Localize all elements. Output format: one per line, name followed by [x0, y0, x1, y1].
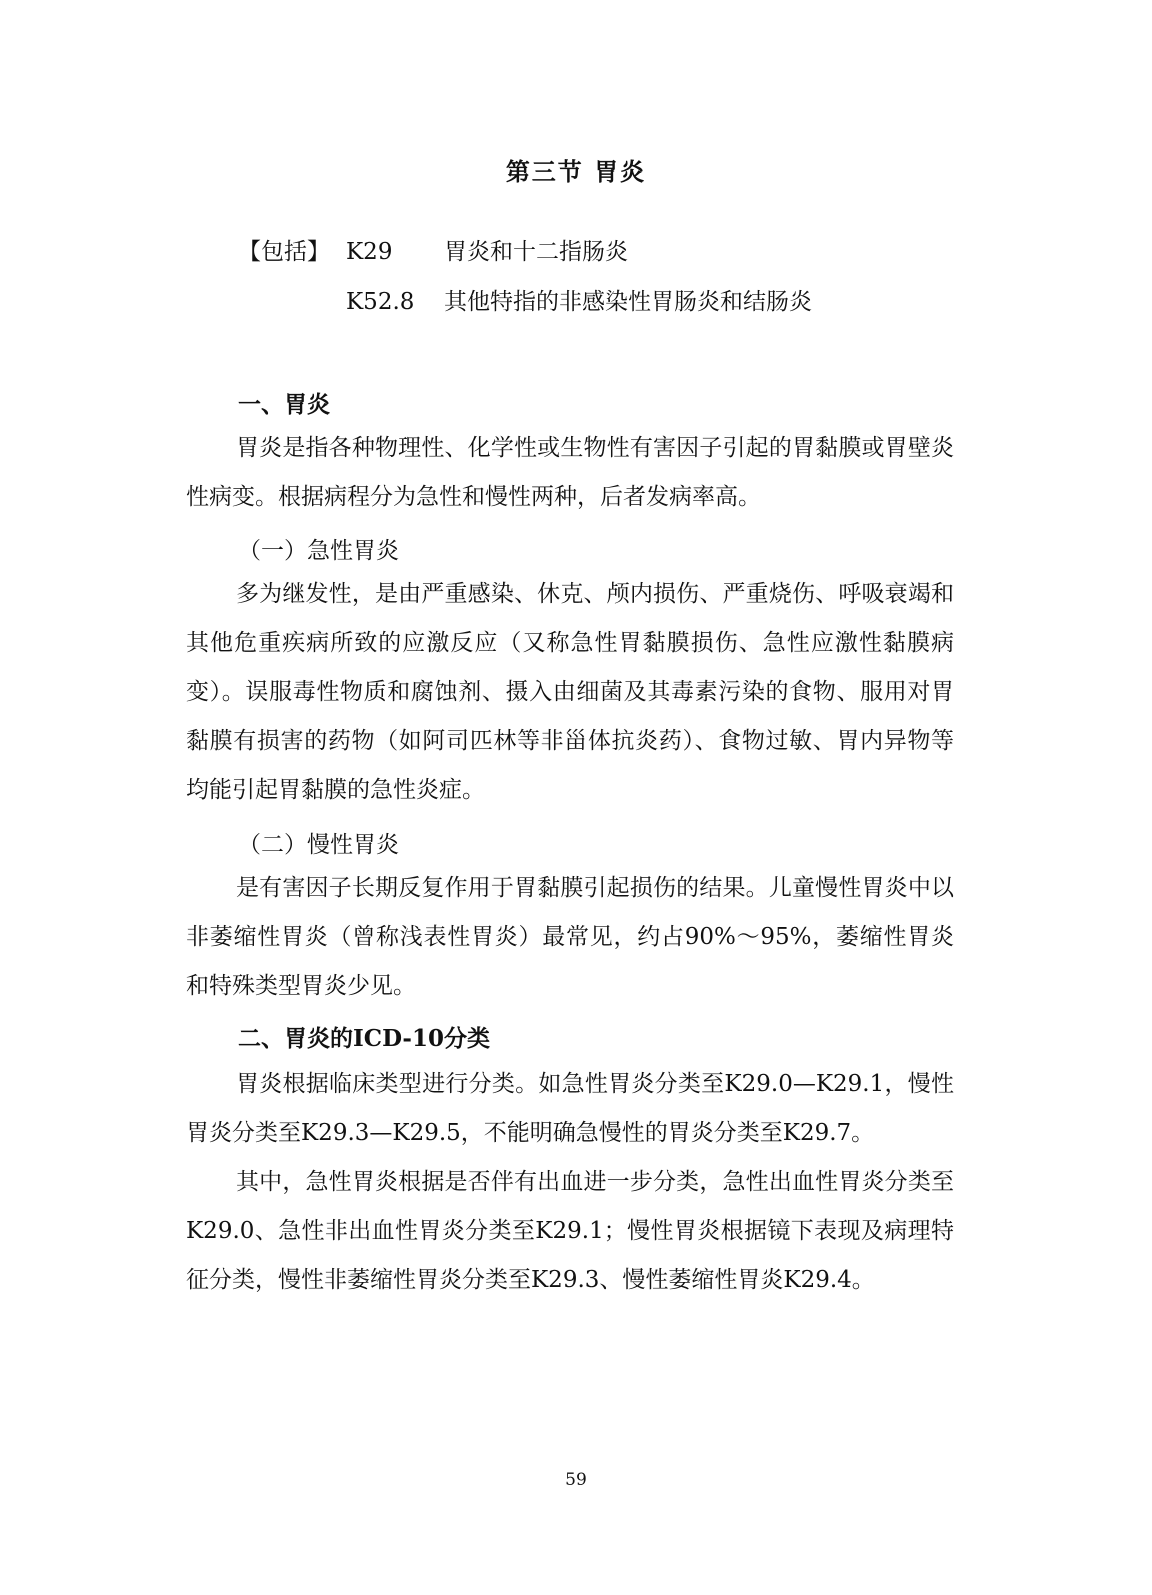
section-heading: 一、胃炎: [238, 391, 330, 418]
includes-desc: 胃炎和十二指肠炎: [444, 239, 628, 265]
paragraph-intro: 胃炎是指各种物理性、化学性或生物性有害因子引起的胃黏膜或胃壁炎性病变。根据病程分为急性和慢性两种，后者发病率高。: [186, 435, 954, 510]
subheading-acute: （一）急性胃炎: [238, 538, 399, 564]
paragraph-acute: 多为继发性，是由严重感染、休克、颅内损伤、严重烧伤、呼吸衰竭和其他危重疾病所致的应激反应（又称急性胃黏膜损伤、急性应激性黏膜病变）。误服毒性物质和腐蚀剂、摄入由细菌及其毒素污染的食物、服用对胃黏膜有损害的药物（如阿司匹林等非甾体抗炎药）、食物过敏、胃内异物等均能引起胃黏膜的急性炎症。: [186, 581, 954, 803]
includes-code: K29: [346, 239, 393, 265]
section-title: 第三节 胃炎: [505, 157, 647, 186]
paragraph-icd-1: 胃炎根据临床类型进行分类。如急性胃炎分类至K29.0—K29.1，慢性胃炎分类至K29.3—K29.5，不能明确急慢性的胃炎分类至K29.7。: [186, 1071, 954, 1146]
paragraph-chronic: 是有害因子长期反复作用于胃黏膜引起损伤的结果。儿童慢性胃炎中以非萎缩性胃炎（曾称浅表性胃炎）最常见，约占90%～95%，萎缩性胃炎和特殊类型胃炎少见。: [186, 875, 954, 999]
includes-code: K52.8: [346, 289, 415, 315]
paragraph-icd-2: 其中，急性胃炎根据是否伴有出血进一步分类，急性出血性胃炎分类至K29.0、急性非出血性胃炎分类至K29.1；慢性胃炎根据镜下表现及病理特征分类，慢性非萎缩性胃炎分类至K29.3、慢性萎缩性胃炎K29.4。: [186, 1169, 954, 1293]
page-number: 59: [565, 1470, 587, 1490]
includes-label: 【包括】: [238, 239, 330, 265]
subheading-chronic: （二）慢性胃炎: [238, 832, 399, 858]
section-heading: 二、胃炎的ICD-10分类: [238, 1025, 490, 1052]
includes-desc: 其他特指的非感染性胃肠炎和结肠炎: [444, 289, 812, 315]
